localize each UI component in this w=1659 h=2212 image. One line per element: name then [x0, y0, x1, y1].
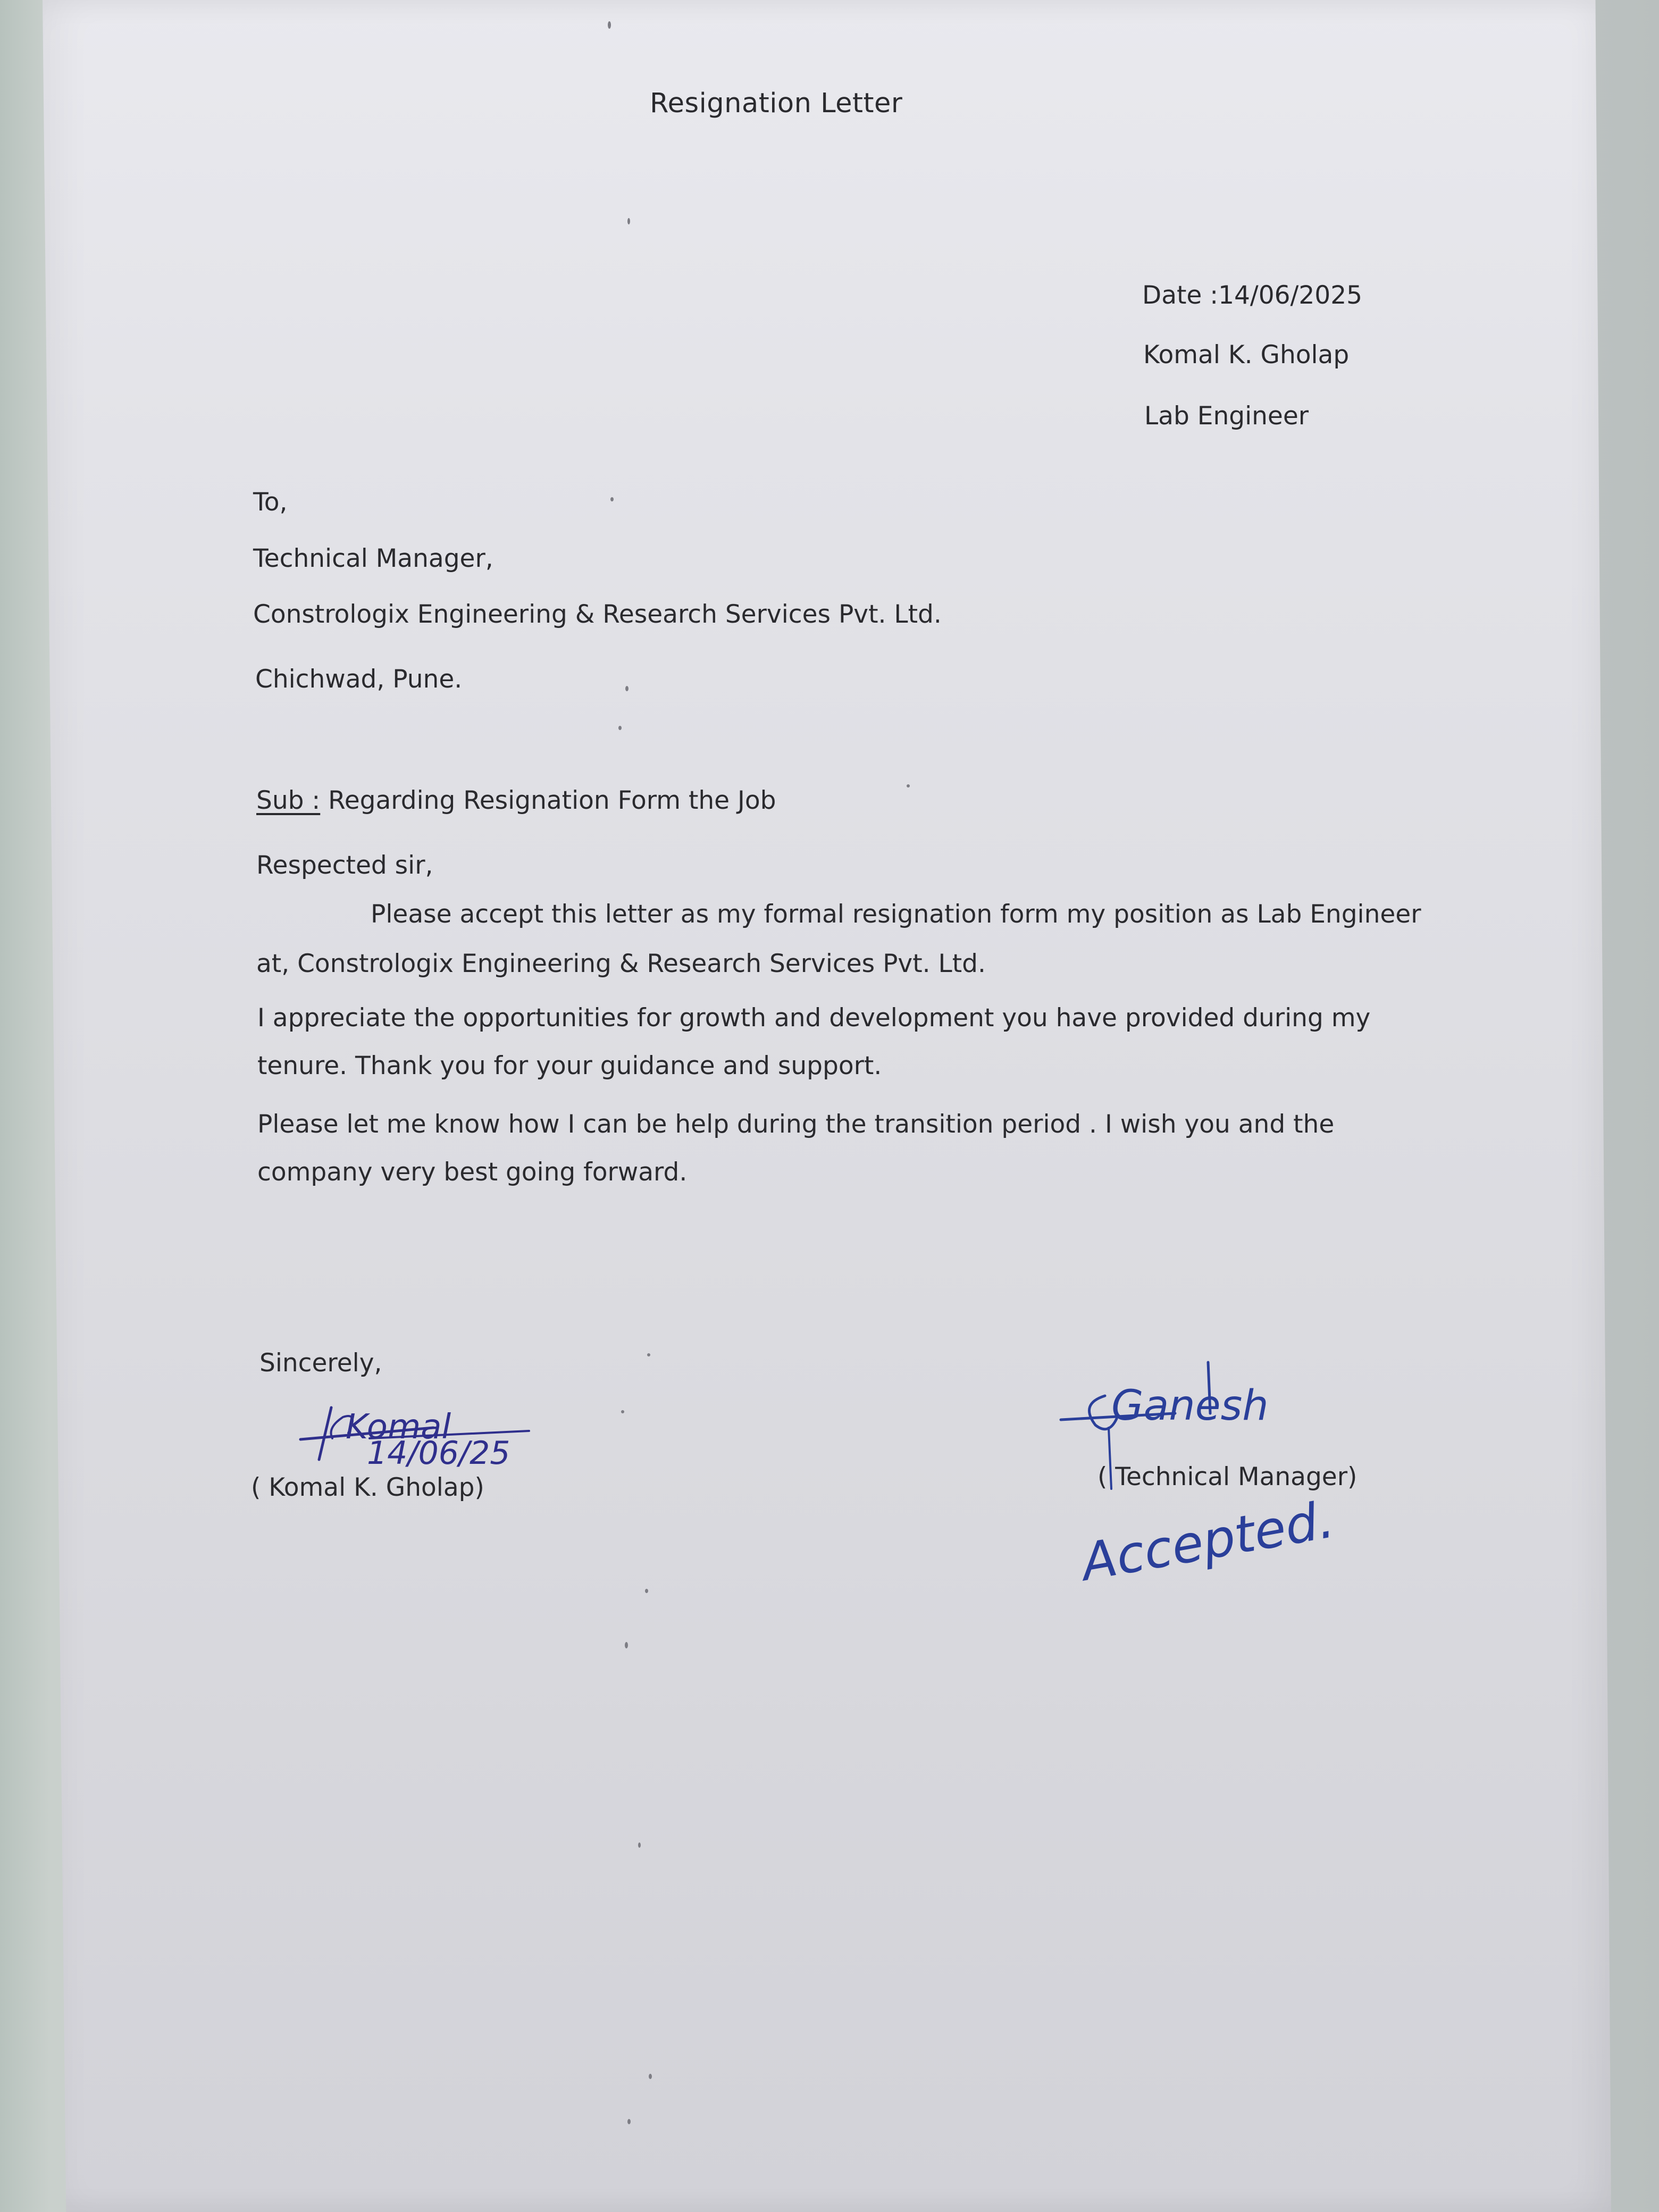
acceptance-note: [1074, 1489, 1339, 1593]
recipient-title: Technical Manager,: [253, 544, 493, 573]
paragraph-3: Please let me know how I can be help during the transition period . I wish you and the company very best going forward.: [257, 1110, 1335, 1187]
sender-position: Lab Engineer: [1144, 401, 1309, 431]
paper-speck: [610, 497, 614, 501]
manager-signature-label: ( Technical Manager): [1097, 1462, 1358, 1492]
salutation: Respected sir,: [256, 851, 433, 880]
closing: Sincerely,: [259, 1348, 382, 1378]
letter-date: Date :14/06/2025: [1142, 281, 1363, 310]
recipient-company: Constrologix Engineering & Research Services Pvt. Ltd.: [253, 600, 942, 629]
recipient-location: Chichwad, Pune.: [255, 665, 463, 694]
letter-title: Resignation Letter: [650, 88, 903, 119]
paragraph-1-line-1: [256, 900, 1421, 929]
paragraph-1-line-1-text: Please accept this letter as my formal resignation form my position as Lab Engineer: [371, 900, 1421, 929]
subject-label: Sub :: [256, 786, 321, 815]
sender-name: Komal K. Gholap: [1143, 340, 1350, 370]
paper-speck: [627, 2119, 631, 2124]
paper-speck: [647, 1353, 650, 1356]
paragraph-1-line-2: at, Constrologix Engineering & Research Services Pvt. Ltd.: [256, 949, 986, 978]
subject-text: Regarding Resignation Form the Job: [320, 786, 776, 815]
sender-signature-name: Komal: [346, 1407, 451, 1447]
paper-speck: [621, 1410, 624, 1413]
paper-speck: [625, 1642, 628, 1648]
sender-signature-date: 14/06/25: [367, 1435, 510, 1472]
paper-speck: [627, 218, 630, 224]
paper-speck: [645, 1589, 648, 1593]
paragraph-2: I appreciate the opportunities for growth and development you have provided during my tenure. Thank you for your guidance and support.: [257, 1003, 1371, 1080]
to-label: To,: [253, 488, 288, 517]
subject-line: [256, 786, 776, 816]
sender-signature-label: ( Komal K. Gholap): [251, 1473, 484, 1502]
manager-signature-name: Ganesh: [1111, 1382, 1269, 1430]
paper-speck: [638, 1842, 641, 1848]
paper-speck: [608, 21, 611, 29]
paper-speck: [618, 726, 622, 730]
paper-speck: [907, 784, 910, 787]
paper-speck: [625, 686, 629, 691]
acceptance-note-text: Accepted.: [1077, 1489, 1339, 1593]
paper-speck: [649, 2074, 652, 2079]
sender-signature: [295, 1396, 540, 1472]
